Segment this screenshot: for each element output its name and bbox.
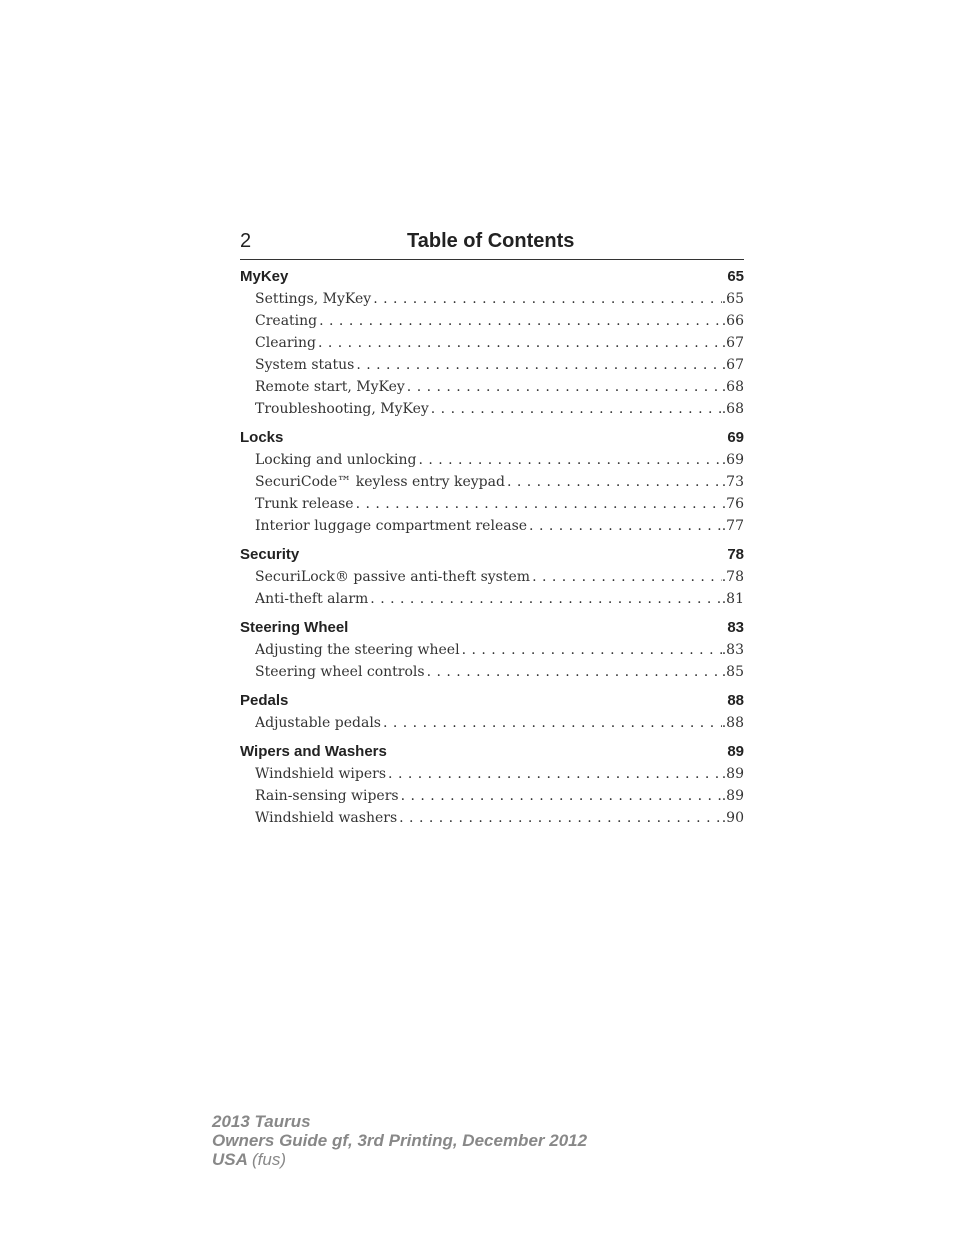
toc-section-pedals	[240, 690, 744, 734]
entry-label: SecuriCode™ keyless entry keypad	[255, 474, 505, 490]
page-title: Table of Contents	[407, 230, 575, 252]
dot-leader	[354, 493, 722, 515]
toc-entry[interactable]	[255, 661, 744, 683]
entry-page: .68	[721, 401, 744, 417]
toc-section-mykey	[240, 266, 744, 420]
entry-page: .78	[721, 569, 744, 585]
dot-leader	[317, 310, 722, 332]
entry-label: Rain-sensing wipers	[255, 788, 399, 804]
entry-label: Remote start, MyKey	[255, 379, 405, 395]
section-title: Steering Wheel	[240, 619, 349, 636]
entry-label: Anti-theft alarm	[255, 591, 369, 607]
toc-entry[interactable]	[255, 566, 744, 588]
dot-leader	[527, 515, 722, 537]
entry-page: .88	[721, 715, 744, 731]
entry-label: Adjusting the steering wheel	[255, 642, 460, 658]
toc-entry[interactable]	[255, 376, 744, 398]
toc-section-steering-wheel	[240, 617, 744, 683]
dot-leader	[425, 661, 722, 683]
section-heading[interactable]	[240, 544, 744, 566]
entry-page: .89	[721, 766, 744, 782]
entry-label: Adjustable pedals	[255, 715, 381, 731]
entry-label: Steering wheel controls	[255, 664, 425, 680]
toc-entry[interactable]	[255, 807, 744, 829]
toc-entry[interactable]	[255, 493, 744, 515]
entry-page: .77	[721, 518, 744, 534]
section-heading[interactable]	[240, 266, 744, 288]
toc-entry[interactable]	[255, 785, 744, 807]
dot-leader	[405, 376, 722, 398]
entry-page: .68	[721, 379, 744, 395]
entry-page: .85	[721, 664, 744, 680]
dot-leader	[429, 398, 722, 420]
table-of-contents	[240, 266, 744, 836]
toc-entry[interactable]	[255, 288, 744, 310]
dot-leader	[505, 471, 722, 493]
entry-label: Trunk release	[255, 496, 354, 512]
section-heading[interactable]	[240, 690, 744, 712]
section-title: Wipers and Washers	[240, 743, 387, 760]
section-heading[interactable]	[240, 617, 744, 639]
footer-edition: Owners Guide gf, 3rd Printing, December 2012	[212, 1131, 588, 1150]
section-page: 69	[727, 429, 744, 446]
entry-label: Interior luggage compartment release	[255, 518, 528, 534]
toc-entry[interactable]	[255, 471, 744, 493]
entry-page: .67	[721, 335, 744, 351]
entry-label: Windshield wipers	[255, 766, 387, 782]
entry-page: .90	[721, 810, 744, 826]
section-title: MyKey	[240, 268, 289, 285]
section-heading[interactable]	[240, 427, 744, 449]
entry-label: Clearing	[255, 335, 316, 351]
dot-leader	[416, 449, 721, 471]
toc-entry[interactable]	[255, 310, 744, 332]
page-footer	[212, 1112, 587, 1169]
toc-entry[interactable]	[255, 354, 744, 376]
toc-entry[interactable]	[255, 332, 744, 354]
section-page: 78	[727, 546, 744, 563]
footer-market	[212, 1150, 587, 1169]
section-heading[interactable]	[240, 741, 744, 763]
section-page: 89	[727, 743, 744, 760]
toc-entry[interactable]	[255, 763, 744, 785]
entry-page: .73	[721, 474, 744, 490]
footer-model: 2013 Taurus	[212, 1112, 311, 1131]
entry-label: System status	[255, 357, 355, 373]
toc-entry[interactable]	[255, 398, 744, 420]
entry-page: .76	[721, 496, 744, 512]
entry-label: Creating	[255, 313, 318, 329]
entry-label: Locking and unlocking	[255, 452, 417, 468]
section-page: 65	[727, 268, 744, 285]
page-number: 2	[240, 230, 252, 252]
section-title: Pedals	[240, 692, 289, 709]
toc-entry[interactable]	[255, 515, 744, 537]
dot-leader	[354, 354, 721, 376]
entry-page: .67	[721, 357, 744, 373]
page-header	[240, 229, 744, 260]
section-title: Locks	[240, 429, 284, 446]
dot-leader	[397, 807, 722, 829]
toc-entry[interactable]	[255, 639, 744, 661]
section-page: 88	[727, 692, 744, 709]
entry-label: Settings, MyKey	[255, 291, 372, 307]
entry-label: Troubleshooting, MyKey	[255, 401, 429, 417]
toc-entry[interactable]	[255, 588, 744, 610]
entry-page: .66	[721, 313, 744, 329]
dot-leader	[460, 639, 722, 661]
toc-section-locks	[240, 427, 744, 537]
entry-page: .69	[721, 452, 744, 468]
entry-page: .83	[721, 642, 744, 658]
entry-page: .81	[721, 591, 744, 607]
section-title: Security	[240, 546, 300, 563]
entry-page: .89	[721, 788, 744, 804]
footer-market-code: (fus)	[252, 1150, 286, 1169]
section-page: 83	[727, 619, 744, 636]
entry-label: SecuriLock® passive anti-theft system	[255, 569, 531, 585]
toc-entry[interactable]	[255, 449, 744, 471]
dot-leader	[399, 785, 722, 807]
dot-leader	[316, 332, 722, 354]
toc-entry[interactable]	[255, 712, 744, 734]
entry-label: Windshield washers	[255, 810, 398, 826]
toc-section-security	[240, 544, 744, 610]
entry-page: .65	[721, 291, 744, 307]
dot-leader	[386, 763, 722, 785]
toc-section-wipers-and-washers	[240, 741, 744, 829]
dot-leader	[381, 712, 722, 734]
dot-leader	[530, 566, 722, 588]
dot-leader	[371, 288, 722, 310]
footer-market-name: USA	[212, 1150, 248, 1169]
dot-leader	[368, 588, 721, 610]
